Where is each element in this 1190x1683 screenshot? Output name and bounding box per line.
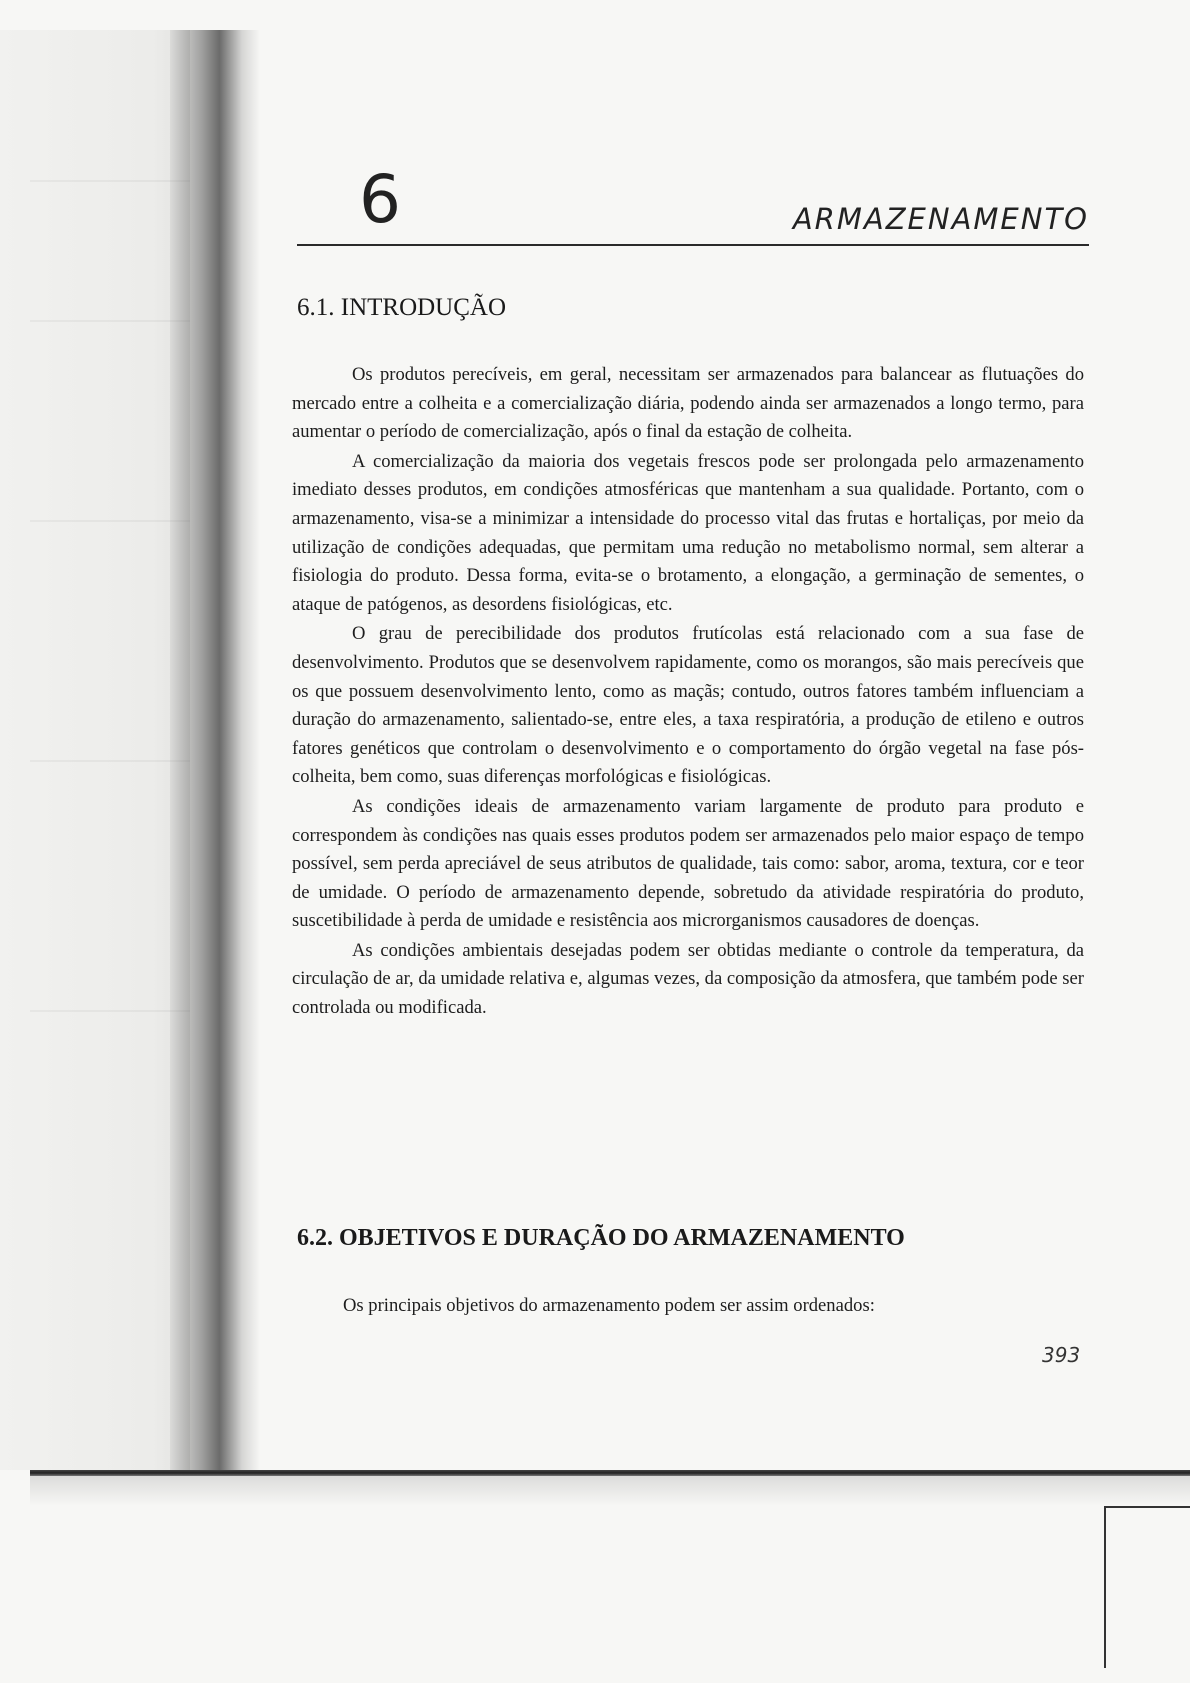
- chapter-number: 6: [359, 161, 401, 238]
- facing-page-edge: [0, 30, 190, 1470]
- section-heading-introducao: 6.1. INTRODUÇÃO: [297, 294, 507, 321]
- paragraph: A comercialização da maioria dos vegetais frescos pode ser prolongada pelo armazenamento imediato desses produtos, em condições atmosféricas que mantenham a sua qualidade. Portanto, com o armazenamento, visa-se a minimizar a intensidade do processo vital das frutas e hortaliças, por meio da utilização de condições adequadas, que permitam uma redução no metabolismo normal, sem alterar a fisiologia do produto. Dessa forma, evita-se o brotamento, a elongação, a germinação de sementes, o ataque de patógenos, as desordens fisiológicas, etc.: [292, 450, 1084, 615]
- section-heading-objetivos: 6.2. OBJETIVOS E DURAÇÃO DO ARMAZENAMENTO: [297, 1225, 905, 1251]
- bleed-through-line: [30, 760, 190, 762]
- section-body-introducao: [292, 361, 1084, 1024]
- chapter-header: [297, 160, 1089, 250]
- chapter-divider: [297, 244, 1089, 246]
- bleed-through-line: [30, 520, 190, 522]
- paragraph: O grau de perecibilidade dos produtos frutícolas está relacionado com a sua fase de desenvolvimento. Produtos que se desenvolvem rapidamente, como os morangos, são mais perecíveis que os que possuem desenvolvimento lento, como as maçãs; contudo, outros fatores também influenciam a duração do armazenamento, salientado-se, entre eles, a taxa respiratória, a produção de etileno e outros fatores genéticos que controlam o desenvolvimento e o comportamento do órgão vegetal na fase pós-colheita, bem como, suas diferenças morfológicas e fisiológicas.: [292, 623, 1084, 788]
- paragraph: As condições ideais de armazenamento variam largamente de produto para produto e correspondem às condições nas quais esses produtos podem ser armazenados pelo maior espaço de tempo possível, sem perda apreciável de seus atributos de qualidade, tais como: sabor, aroma, textura, cor e teor de umidade. O período de armazenamento depende, sobretudo da atividade respiratória do produto, suscetibilidade à perda de umidade e resistência aos microrganismos causadores de doenças.: [292, 795, 1084, 932]
- paragraph: As condições ambientais desejadas podem ser obtidas mediante o controle da temperatura, da circulação de ar, da umidade relativa e, algumas vezes, da composição da atmosfera, que também pode ser controlada ou modificada.: [292, 939, 1084, 1019]
- bleed-through-line: [30, 180, 190, 182]
- section-intro-line: Os principais objetivos do armazenamento podem ser assim ordenados:: [343, 1295, 875, 1316]
- paragraph: Os produtos perecíveis, em geral, necessitam ser armazenados para balancear as flutuações do mercado entre a colheita e a comercialização diária, podendo ainda ser armazenados a longo termo, para aumentar o período de comercialização, após o final da estação de colheita.: [292, 364, 1084, 443]
- page-number: 393: [1042, 1343, 1081, 1367]
- bleed-through-line: [30, 320, 190, 322]
- book-gutter-shadow: [170, 30, 260, 1470]
- bleed-through-line: [30, 1010, 190, 1012]
- page-bottom-shadow: [30, 1476, 1190, 1506]
- chapter-title: ARMAZENAMENTO: [792, 202, 1089, 236]
- scan-corner-mark: [1104, 1506, 1190, 1668]
